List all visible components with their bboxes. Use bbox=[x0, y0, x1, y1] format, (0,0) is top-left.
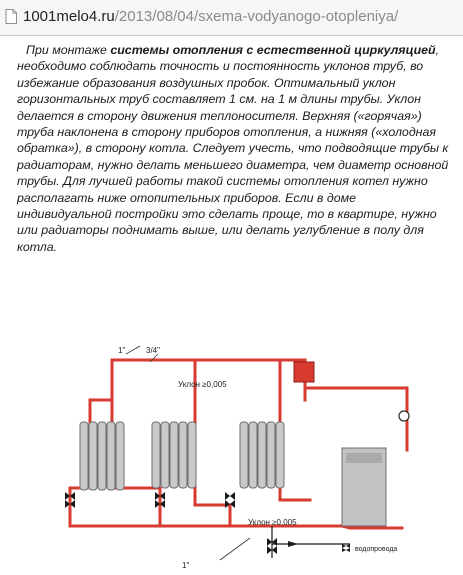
drop-1 bbox=[178, 360, 195, 430]
link-23 bbox=[195, 460, 230, 505]
boiler-panel bbox=[346, 453, 382, 463]
url-domain: 1001melo4.ru bbox=[23, 8, 115, 25]
valve-icon bbox=[342, 544, 350, 552]
url-text[interactable] bbox=[23, 8, 398, 26]
radiator-3 bbox=[240, 422, 284, 488]
return-main bbox=[70, 488, 342, 526]
pressure-gauge-icon bbox=[399, 411, 409, 421]
heating-diagram bbox=[50, 340, 425, 572]
label-slope-bottom: Уклон ≥0,005 bbox=[248, 518, 297, 527]
radiator-1 bbox=[80, 422, 124, 490]
drain-line bbox=[272, 526, 350, 558]
drop-2 bbox=[268, 360, 280, 430]
label-slope-top: Уклон ≥0,005 bbox=[178, 380, 227, 389]
article-lead: При монтаже bbox=[26, 43, 111, 57]
label-water-supply: водопровода bbox=[355, 546, 398, 553]
page-icon bbox=[5, 9, 17, 24]
label-pipe-34: 3/4" bbox=[146, 346, 160, 355]
article-body: , необходимо соблюдать точность и постоянность уклонов труб, во избежание образования воздушных пробок. Оптимальный уклон горизонтальных труб составляет 1 см. на 1 м длины трубы. Уклон делается в сторону движения теплоносителя. Верхняя («горячая») труба наклонена в сторону приборов отопления, а нижняя («холодная обратка»), в сторону котла. Следует учесть, что подводящие трубы к радиаторам, нужно делать меньшего диаметра, чем диаметр основной трубы. Для лучшей работы такой системы отопления котел нужно располагать ниже отопительных приборов. Если в доме индивидуальной постройки это сделать проще, то в квартире, нужно или радиаторы поднимать выше, или делать углубление в полу для котла. bbox=[17, 43, 449, 254]
url-path: /2013/08/04/sxema-vodyanogo-otopleniya/ bbox=[114, 8, 399, 25]
expansion-tank bbox=[294, 362, 314, 382]
article-text bbox=[17, 42, 449, 255]
label-pipe-1: 1" bbox=[118, 346, 126, 355]
supply-arrow-icon bbox=[288, 541, 298, 547]
address-bar[interactable] bbox=[0, 0, 463, 36]
link-12 bbox=[112, 488, 160, 505]
label-pipe-1-bottom: 1" bbox=[182, 561, 190, 570]
article-bold-term: системы отопления с естественной циркуляцией bbox=[110, 43, 436, 57]
radiator-2 bbox=[152, 422, 196, 488]
